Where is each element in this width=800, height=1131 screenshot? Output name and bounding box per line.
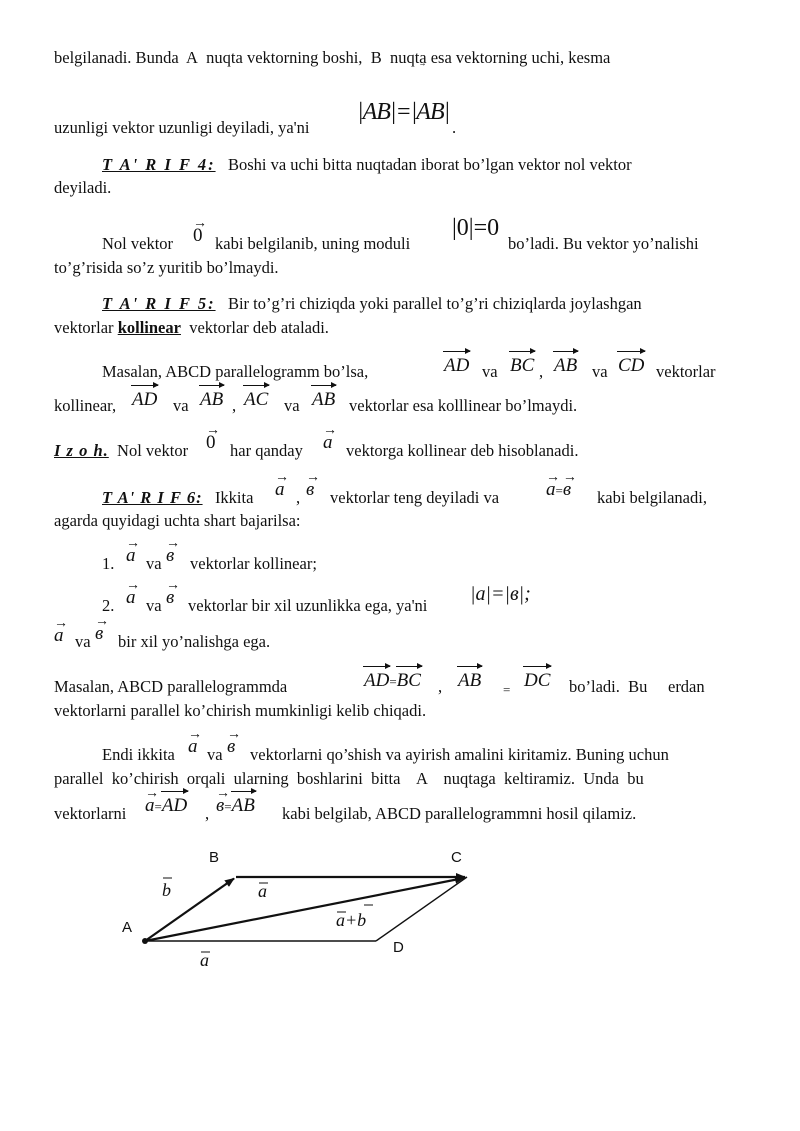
text: bir xil yo’nalishga ega. xyxy=(118,632,271,651)
definition-label: T A' R I F 5: xyxy=(102,294,216,313)
text-line xyxy=(54,50,610,67)
text-line xyxy=(656,364,716,381)
arrow-icon xyxy=(617,351,645,352)
vector-name: BC xyxy=(510,355,535,376)
vector-b xyxy=(166,536,180,566)
text: vektorlar kollinear; xyxy=(190,554,317,573)
arrow-icon xyxy=(523,666,551,667)
vector-name: в xyxy=(227,736,236,757)
vector-name: AD xyxy=(132,389,158,410)
text: bo’ladi. Bu erdan xyxy=(569,677,705,696)
text-line xyxy=(597,490,707,507)
term-kollinear: kollinear xyxy=(117,318,181,337)
zero-vector xyxy=(193,216,207,246)
text-line xyxy=(102,490,253,507)
text-line xyxy=(102,296,642,313)
equation: |AB|=|AB| xyxy=(357,99,450,125)
text: har qanday xyxy=(230,441,303,460)
arrow-icon: → xyxy=(145,786,159,801)
arrow-icon: → xyxy=(323,423,337,438)
word-va xyxy=(146,598,162,615)
text: Nol vektor xyxy=(102,234,174,253)
vector-a xyxy=(126,578,140,608)
vector-b xyxy=(95,614,109,644)
vector-a xyxy=(188,727,202,757)
vector-name: CD xyxy=(618,355,645,376)
text: vektorlar xyxy=(54,318,114,337)
arrow-icon: → xyxy=(193,216,207,231)
label-C: C xyxy=(451,849,462,866)
text-line xyxy=(102,364,368,381)
text: uzunligi vektor uzunligi deyiladi, ya'ni xyxy=(54,118,310,137)
text-line xyxy=(54,443,188,460)
text: vektorlar bir xil uzunlikka ega, ya'ni xyxy=(188,596,428,615)
arrow-icon: → xyxy=(126,578,140,593)
equals-sign: = xyxy=(503,682,511,697)
vector-b xyxy=(227,727,241,757)
vector-name: a xyxy=(200,950,209,970)
equation: |0|=0 xyxy=(452,215,500,241)
vector-name: AD xyxy=(364,670,390,691)
vector-name: в xyxy=(562,479,572,500)
vector-AB xyxy=(554,356,577,375)
text-line xyxy=(102,157,632,174)
vector-AB xyxy=(200,390,223,409)
text: vektorlarni xyxy=(54,804,127,823)
text: kabi belgilab, ABCD parallelogrammni hosil qilamiz. xyxy=(282,804,637,823)
vector-AB xyxy=(312,390,335,409)
word-va xyxy=(173,398,189,415)
text: Bir to’g’ri chiziqda yoki parallel to’g’ri chiziqlarda joylashgan xyxy=(227,294,642,313)
text-line xyxy=(569,679,705,696)
length-equation xyxy=(470,584,531,604)
list-number: 1. xyxy=(102,554,115,573)
word-va xyxy=(284,398,300,415)
arrow-icon xyxy=(231,791,256,792)
vector-name: a xyxy=(275,479,285,500)
equals-sign: = xyxy=(154,799,162,814)
vector-name: AB xyxy=(312,389,336,410)
vector-name: a xyxy=(546,479,556,500)
text: vektorga kollinear deb hisoblanadi. xyxy=(346,441,579,460)
arrow-icon: → xyxy=(166,536,180,551)
point-A-dot xyxy=(142,938,148,944)
vector-name: a xyxy=(126,545,136,566)
arrow-icon: → xyxy=(306,470,320,485)
text-line xyxy=(54,260,279,277)
equals-sign: = xyxy=(224,799,232,814)
vector-name: AB xyxy=(231,795,255,816)
arrow-icon: → xyxy=(275,470,289,485)
label-vector-b xyxy=(162,878,172,900)
text: va xyxy=(592,362,608,381)
text-line xyxy=(230,443,303,460)
arrow-icon: → xyxy=(166,578,180,593)
comma: , xyxy=(296,488,301,507)
vector-name: в xyxy=(166,587,175,608)
vector-name: a+b xyxy=(336,910,367,930)
text: va xyxy=(146,596,162,615)
note-label: I z o h. xyxy=(54,441,109,460)
arrow-icon xyxy=(509,351,535,352)
comma: , xyxy=(205,804,210,823)
vector-name: a xyxy=(126,587,136,608)
equality-a-b xyxy=(546,470,577,500)
arrow-icon xyxy=(443,351,470,352)
text-line xyxy=(330,490,499,507)
vector-name: 0 xyxy=(193,225,203,246)
text: kollinear, xyxy=(54,396,117,415)
text-line xyxy=(250,747,669,764)
vector-AD xyxy=(132,390,157,409)
comma: , xyxy=(232,396,237,415)
definition-b-AB xyxy=(216,786,255,816)
label-A: A xyxy=(122,919,133,936)
text: belgilanadi. Bunda xyxy=(54,48,179,67)
text: to’g’risida so’z yuritib bo’lmaydi. xyxy=(54,258,279,277)
zero-vector xyxy=(206,423,220,453)
text-line xyxy=(54,120,309,137)
vector-name: в xyxy=(306,479,315,500)
text-line xyxy=(54,398,116,415)
text-line xyxy=(102,236,173,253)
modulus-equation xyxy=(357,100,449,124)
vector-name: a xyxy=(54,625,64,646)
text: Nol vektor xyxy=(117,441,189,460)
vector-name: a xyxy=(145,795,155,816)
definition-label: T A' R I F 6: xyxy=(102,488,203,507)
word-va xyxy=(482,364,498,381)
vector-name: a xyxy=(188,736,198,757)
vector-name: DC xyxy=(524,670,551,691)
vector-DC xyxy=(524,671,550,690)
vector-name: AC xyxy=(244,389,269,410)
text: Endi ikkita xyxy=(102,745,175,764)
vector-AC xyxy=(244,390,268,409)
arrow-icon: → xyxy=(216,786,230,801)
equals-sign: = xyxy=(555,483,563,498)
text-line xyxy=(346,443,578,460)
text: Masalan, ABCD parallelogramm bo’lsa, xyxy=(102,362,369,381)
text: vektorlar teng deyiladi va xyxy=(330,488,500,507)
vector-name: в xyxy=(95,623,104,644)
label-vector-a-bottom xyxy=(200,950,210,970)
arrow-icon xyxy=(199,385,224,386)
text: vektorlarni parallel ko’chirish mumkinligi kelib chiqadi. xyxy=(54,701,427,720)
text-line xyxy=(118,634,270,651)
arrow-icon xyxy=(161,791,188,792)
comma: , xyxy=(438,677,443,696)
point-label: B xyxy=(370,48,382,67)
text: va xyxy=(173,396,189,415)
vector-name: BC xyxy=(396,670,421,691)
vector-name: AB xyxy=(554,355,578,376)
text: Ikkita xyxy=(214,488,254,507)
text: parallel ko’chirish orqali ularning boshlarini bitta A nuqtaga keltiramiz. Unda bu xyxy=(54,769,644,788)
vector-name: AD xyxy=(444,355,470,376)
text: vektorlar xyxy=(656,362,716,381)
label-B: B xyxy=(209,849,220,866)
vector-a xyxy=(323,423,337,453)
equals-sign xyxy=(503,681,510,698)
arrow-icon: → xyxy=(546,470,560,485)
vector-name: 0 xyxy=(206,432,216,453)
arrow-icon xyxy=(396,666,422,667)
vector-name: в xyxy=(216,795,225,816)
arrow-icon: → xyxy=(188,727,202,742)
word-va xyxy=(75,634,91,651)
vector-a xyxy=(275,470,289,500)
text-line xyxy=(54,771,644,788)
text-line xyxy=(190,556,317,573)
text: vektorlar deb ataladi. xyxy=(189,318,329,337)
vector-name: b xyxy=(162,880,171,900)
zero-modulus-equation xyxy=(452,216,499,240)
text-line xyxy=(282,806,636,823)
text-line xyxy=(508,236,699,253)
vector-symbol xyxy=(193,216,207,246)
text: va xyxy=(284,396,300,415)
arrow-icon xyxy=(363,666,390,667)
text: va xyxy=(207,745,223,764)
list-number: 2. xyxy=(102,596,115,615)
text-line xyxy=(188,598,427,615)
period: . xyxy=(452,118,457,137)
text: Masalan, ABCD parallelogrammda xyxy=(54,677,288,696)
vector-a xyxy=(54,616,68,646)
vector-AB xyxy=(458,671,481,690)
label-D: D xyxy=(393,939,404,956)
text-line xyxy=(54,806,126,823)
equation: |a|=|в|; xyxy=(470,583,531,605)
text-line xyxy=(102,747,175,764)
text: agarda quyidagi uchta shart bajarilsa: xyxy=(54,511,301,530)
vector-CD xyxy=(618,356,644,375)
arrow-icon xyxy=(553,351,578,352)
vector-name: AB xyxy=(200,389,224,410)
text: vektorlarni qo’shish va ayirish amalini kiritamiz. Buning uchun xyxy=(250,745,669,764)
condition-1 xyxy=(102,556,114,573)
vector-name: a xyxy=(323,432,333,453)
label-vector-sum xyxy=(336,905,373,930)
definition-a-AD xyxy=(145,786,188,816)
vector-a xyxy=(126,536,140,566)
word-va xyxy=(592,364,608,381)
arrow-icon: → xyxy=(54,616,68,631)
arrow-icon xyxy=(457,666,482,667)
text-line xyxy=(215,236,410,253)
text: va xyxy=(75,632,91,651)
vector-equality-1 xyxy=(364,671,421,690)
point-label: A xyxy=(185,48,198,67)
text-line xyxy=(54,513,301,530)
arrow-icon xyxy=(131,385,158,386)
vector-name: AB xyxy=(458,670,482,691)
arrow-icon: → xyxy=(562,470,577,485)
text: va xyxy=(146,554,162,573)
word-va xyxy=(207,747,223,764)
text: kabi belgilanadi, xyxy=(597,488,707,507)
equals-sign: = xyxy=(389,674,397,689)
arrow-icon: → xyxy=(227,727,241,742)
text-line xyxy=(349,398,577,415)
label-vector-a-top xyxy=(258,881,268,901)
text: bo’ladi. Bu vektor yo’nalishi xyxy=(508,234,699,253)
arrow-icon xyxy=(243,385,269,386)
parallelogram-figure xyxy=(0,840,800,980)
text: Boshi va uchi bitta nuqtadan iborat bo’lgan vektor nol vektor xyxy=(227,155,632,174)
vector-AD xyxy=(444,356,469,375)
definition-label: T A' R I F 4: xyxy=(102,155,216,174)
text: nuqta vektorning boshi, xyxy=(206,48,363,67)
condition-2 xyxy=(102,598,114,615)
word-va xyxy=(146,556,162,573)
text: kabi belgilanib, uning moduli xyxy=(215,234,411,253)
text-line xyxy=(54,180,111,197)
arrow-icon xyxy=(311,385,336,386)
arrow-icon: → xyxy=(95,614,109,629)
diagonal-AC xyxy=(145,878,464,941)
vector-name: a xyxy=(258,881,267,901)
text: va xyxy=(482,362,498,381)
text: vektorlar esa kolllinear bo’lmaydi. xyxy=(349,396,578,415)
vector-BC xyxy=(510,356,534,375)
vector-name: в xyxy=(166,545,175,566)
text-line xyxy=(54,320,329,337)
text: deyiladi. xyxy=(54,178,112,197)
text-line xyxy=(54,703,426,720)
comma: , xyxy=(539,362,544,381)
vector-name: AD xyxy=(161,795,188,816)
text-line xyxy=(54,679,287,696)
vector-b xyxy=(166,578,180,608)
arrow-icon: → xyxy=(206,423,220,438)
arrow-icon: → xyxy=(126,536,140,551)
text: nuqta esa vektorning uchi, kesma xyxy=(389,48,611,67)
vector-b xyxy=(306,470,320,500)
